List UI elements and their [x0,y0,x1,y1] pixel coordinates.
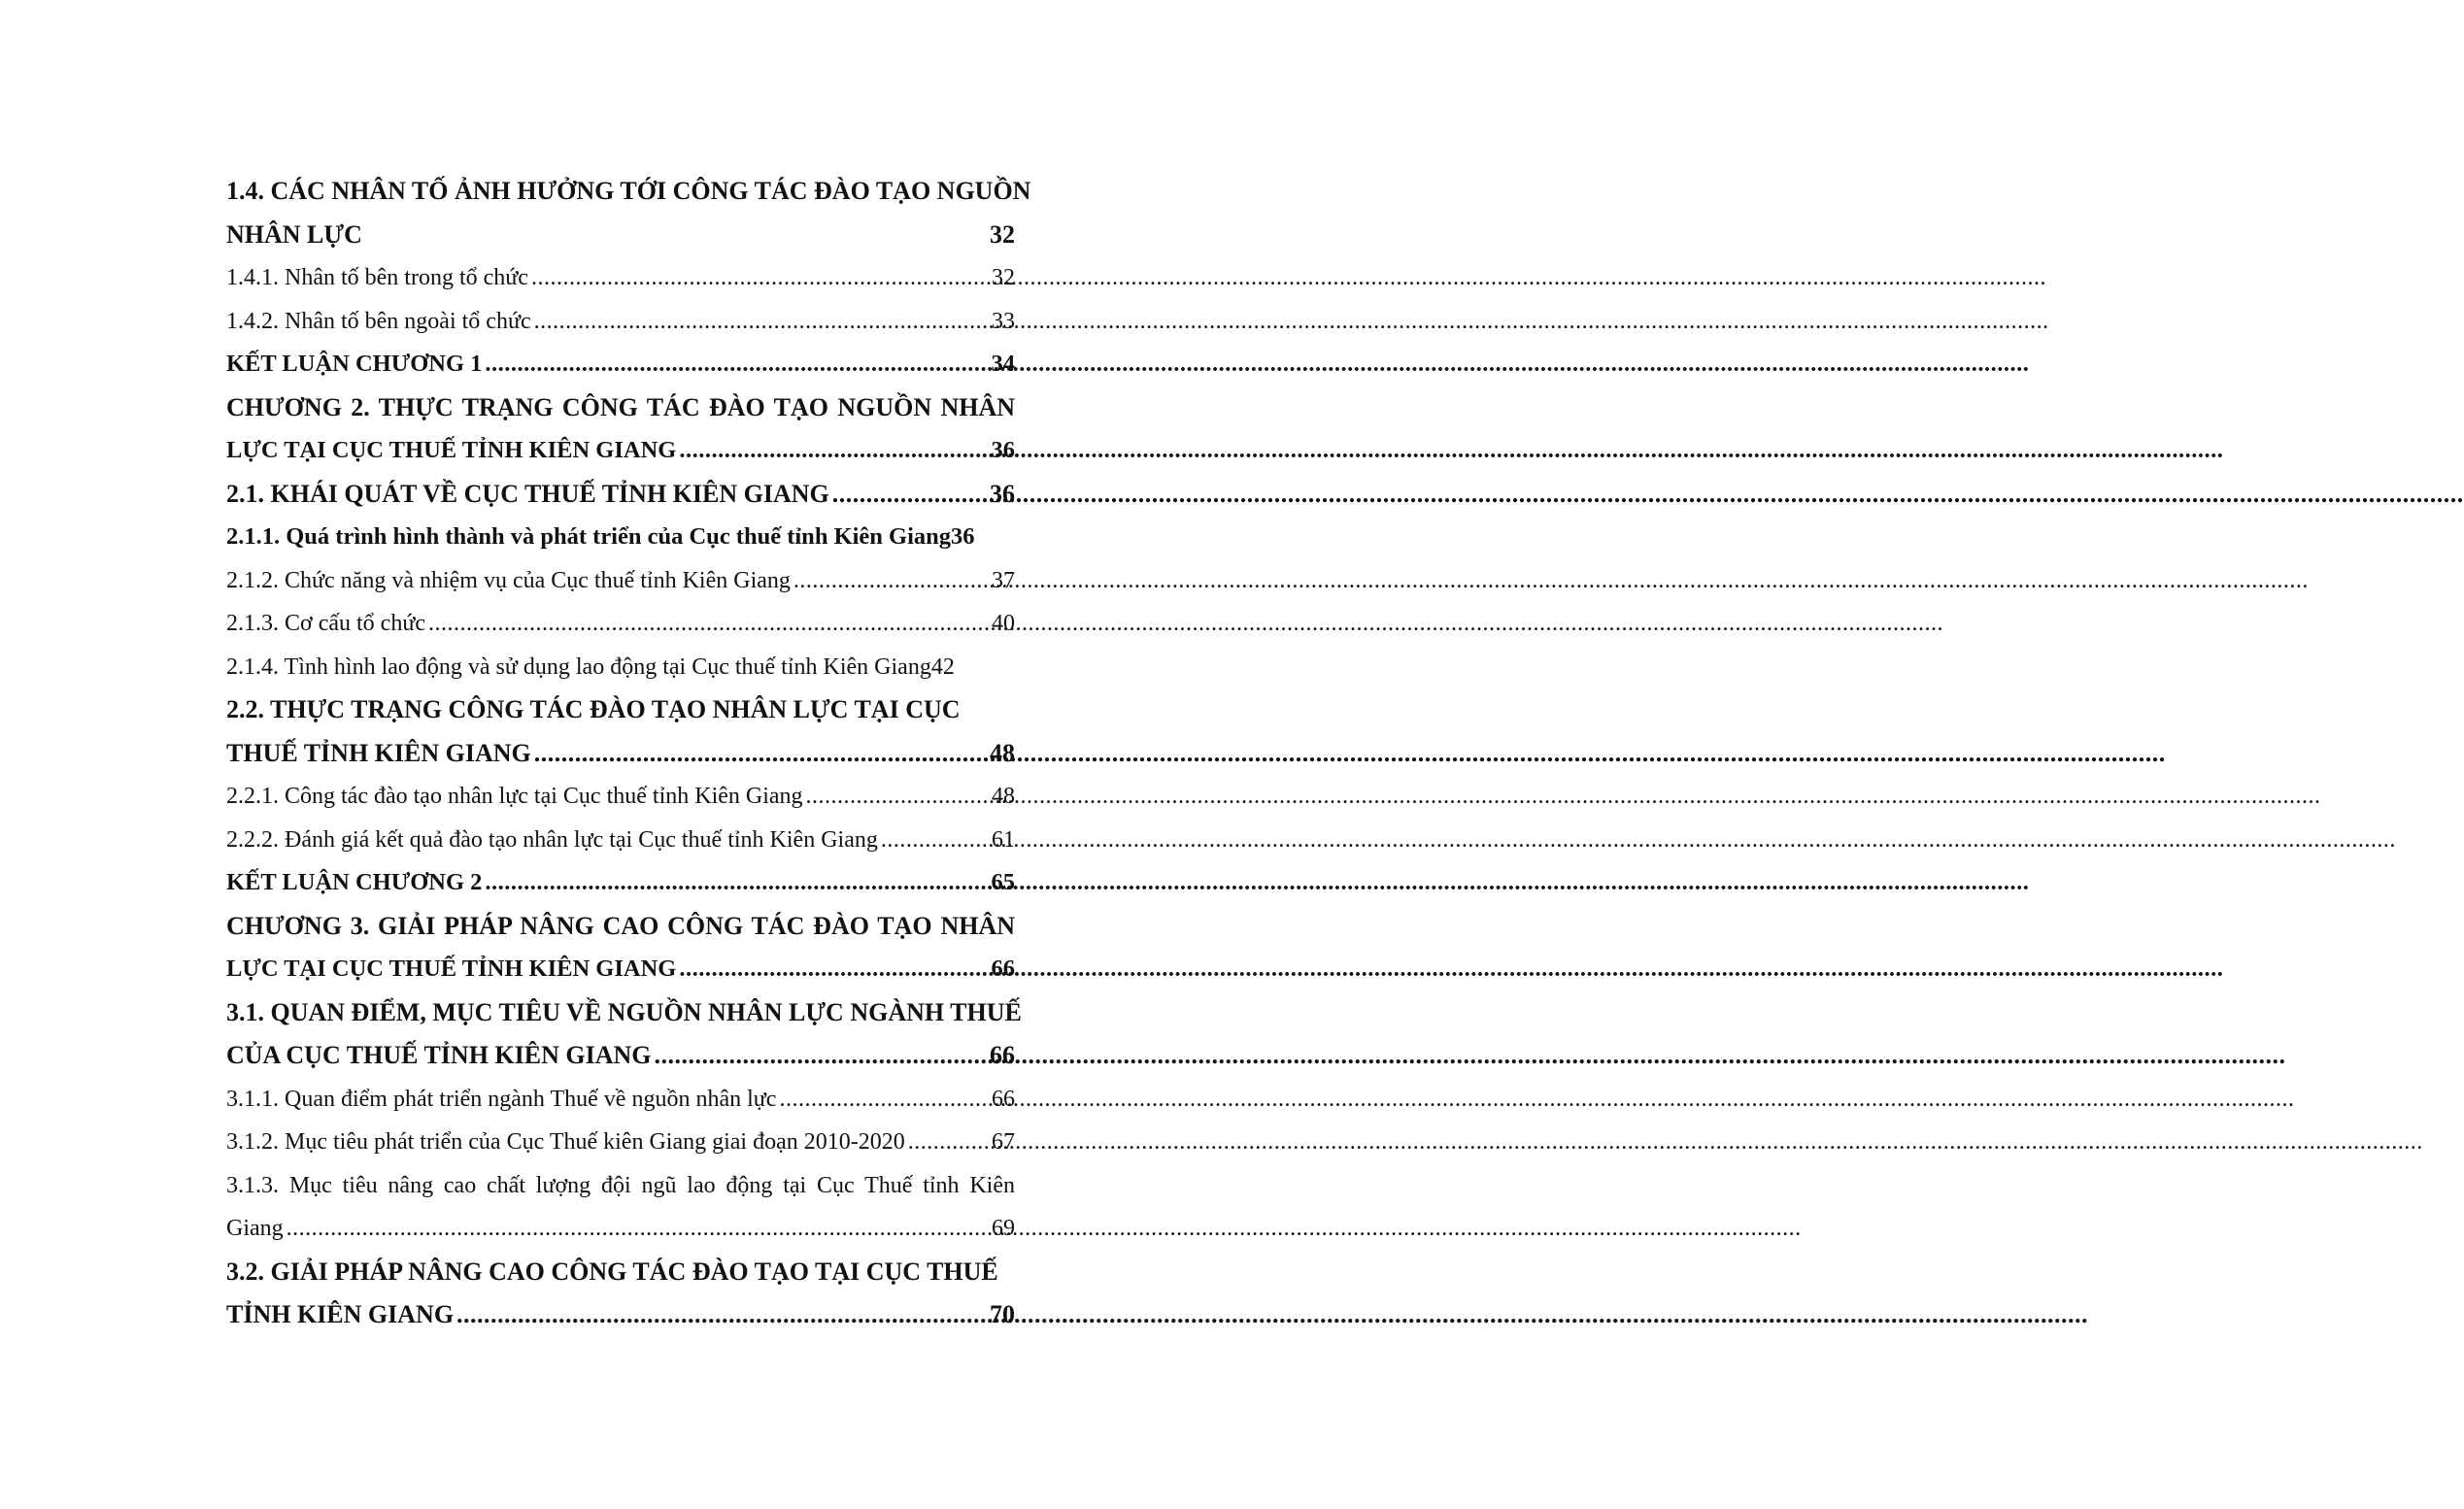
toc-page-number: 34 [991,351,1015,377]
toc-page-number: 66 [992,1086,1015,1112]
dot-leader [534,300,989,344]
toc-entry-2-2-cont[interactable] [226,732,1015,776]
toc-entry-2-1-2[interactable] [226,559,1015,603]
toc-entry-chuong-2[interactable] [226,386,1015,430]
toc-entry-title: 1.4. CÁC NHÂN TỐ ẢNH HƯỞNG TỚI CÔNG TÁC ĐÀO TẠO NGUỒN [226,177,1031,205]
toc-page-number: 36 [951,523,975,550]
toc-entry-3-1[interactable] [226,991,1022,1035]
toc-page-number: 61 [992,826,1015,853]
toc-entry-2-2[interactable] [226,688,1015,732]
toc-entry-title: THUẾ TỈNH KIÊN GIANG [226,738,531,767]
toc-entry-title: 2.1.1. Quá trình hình thành và phát triển của Cục thuế tỉnh Kiên Giang [226,523,952,550]
toc-entry-title: 2.1.2. Chức năng và nhiệm vụ của Cục thuế tỉnh Kiên Giang [226,567,791,593]
toc-entry-title: NHÂN LỰC [226,219,362,249]
dot-leader [428,602,989,646]
toc-entry-title: 2.1.4. Tình hình lao động và sử dụng lao động tại Cục thuế tỉnh Kiên Giang [226,654,931,680]
toc-page-number: 37 [992,567,1015,593]
toc-entry-title: CHƯƠNG 3. GIẢI PHÁP NÂNG CAO CÔNG TÁC ĐÀO TẠO NHÂN [226,911,1015,940]
toc-page-number: 48 [990,738,1015,767]
dot-leader [881,819,989,862]
toc-page-number: 42 [930,654,955,680]
toc-entry-2-1-4[interactable] [226,646,1015,689]
toc-entry-title: KẾT LUẬN CHƯƠNG 1 [226,351,483,377]
dot-leader [832,473,987,517]
toc-page-number: 67 [992,1129,1015,1155]
toc-page-number: 48 [992,784,1015,809]
toc-entry-title: 2.2.2. Đánh giá kết quả đào tạo nhân lực tại Cục thuế tỉnh Kiên Giang [226,826,878,853]
toc-entry-title: 3.1.2. Mục tiêu phát triển của Cục Thuế kiên Giang giai đoạn 2010-2020 [226,1129,905,1155]
toc-page-number: 36 [991,437,1015,463]
dot-leader [456,1293,987,1337]
toc-entry-3-1-2[interactable] [226,1121,1015,1164]
toc-entry-ket-luan-1[interactable] [226,343,1015,386]
dot-leader [908,1121,989,1164]
toc-entry-title: 3.2. GIẢI PHÁP NÂNG CAO CÔNG TÁC ĐÀO TẠO TẠI CỤC THUẾ [226,1257,998,1286]
toc-page-number: 40 [992,611,1015,636]
toc-entry-1-4-1[interactable] [226,256,1015,300]
dot-leader [679,948,988,991]
toc-entry-3-1-3[interactable] [226,1164,1015,1208]
toc-page-number: 32 [990,219,1015,249]
dot-leader [485,343,988,386]
dot-leader [287,1207,989,1251]
toc-page-number: 69 [992,1216,1015,1241]
toc-entry-1-4-cont[interactable] [226,214,1015,257]
toc-entry-title: 2.1.3. Cơ cấu tổ chức [226,611,425,636]
toc-entry-title: KẾT LUẬN CHƯƠNG 2 [226,869,483,895]
toc-entry-3-2[interactable] [226,1251,1015,1294]
toc-entry-chuong-3[interactable] [226,905,1015,949]
dot-leader [806,775,989,819]
dot-leader [779,1078,989,1122]
toc-entry-title: CHƯƠNG 2. THỰC TRẠNG CÔNG TÁC ĐÀO TẠO NGUỒN NHÂN [226,392,1015,421]
toc-page-number: 65 [991,869,1015,895]
toc-entry-title: CỦA CỤC THUẾ TỈNH KIÊN GIANG [226,1041,652,1069]
toc-entry-title: 2.2. THỰC TRẠNG CÔNG TÁC ĐÀO TẠO NHÂN LỰC TẠI CỤC [226,695,961,723]
toc-page-number: 66 [991,956,1015,982]
toc-entry-title: Giang [226,1216,284,1241]
toc-page-number: 32 [992,265,1015,290]
toc-entry-2-2-2[interactable] [226,819,1015,862]
toc-entry-3-1-3-cont[interactable] [226,1207,1015,1251]
toc-entry-2-1-3[interactable] [226,602,1015,646]
toc-entry-2-1-1[interactable] [226,516,1015,559]
toc-page-number: 70 [990,1300,1015,1328]
toc-entry-title: 1.4.2. Nhân tố bên ngoài tổ chức [226,308,531,334]
toc-entry-3-2-cont[interactable] [226,1293,1015,1337]
dot-leader [679,429,988,473]
toc-page-number: 33 [992,308,1015,334]
dot-leader [793,559,989,603]
toc-entry-title: LỰC TẠI CỤC THUẾ TỈNH KIÊN GIANG [226,437,677,463]
toc-entry-3-1-cont[interactable] [226,1034,1015,1078]
toc-entry-1-4-2[interactable] [226,300,1015,344]
toc-entry-2-1[interactable] [226,473,1015,517]
toc-entry-2-2-1[interactable] [226,775,1015,819]
dot-leader [531,256,989,300]
toc-entry-title: TỈNH KIÊN GIANG [226,1300,455,1328]
toc-entry-title: 1.4.1. Nhân tố bên trong tổ chức [226,265,528,290]
toc-entry-title: 3.1.3. Mục tiêu nâng cao chất lượng đội ngũ lao động tại Cục Thuế tỉnh Kiên [226,1172,1015,1198]
table-of-contents [226,170,1031,1337]
toc-entry-title: 3.1. QUAN ĐIỂM, MỤC TIÊU VỀ NGUỒN NHÂN LỰC NGÀNH THUẾ [226,997,1022,1026]
dot-leader [534,732,987,776]
dot-leader [655,1034,987,1078]
toc-entry-title: 2.2.1. Công tác đào tạo nhân lực tại Cục thuế tỉnh Kiên Giang [226,784,803,809]
toc-entry-title: 2.1. KHÁI QUÁT VỀ CỤC THUẾ TỈNH KIÊN GIANG [226,479,829,508]
toc-entry-ket-luan-2[interactable] [226,861,1015,905]
toc-page-number: 66 [990,1041,1015,1069]
toc-entry-title: LỰC TẠI CỤC THUẾ TỈNH KIÊN GIANG [226,956,677,982]
toc-entry-chuong-2-cont[interactable] [226,429,1015,473]
toc-entry-title: 3.1.1. Quan điểm phát triển ngành Thuế về nguồn nhân lực [226,1086,777,1112]
toc-entry-chuong-3-cont[interactable] [226,948,1015,991]
toc-page-number: 36 [990,479,1015,508]
dot-leader [485,861,988,905]
toc-entry-1-4[interactable] [226,170,1031,214]
toc-entry-3-1-1[interactable] [226,1078,1015,1122]
